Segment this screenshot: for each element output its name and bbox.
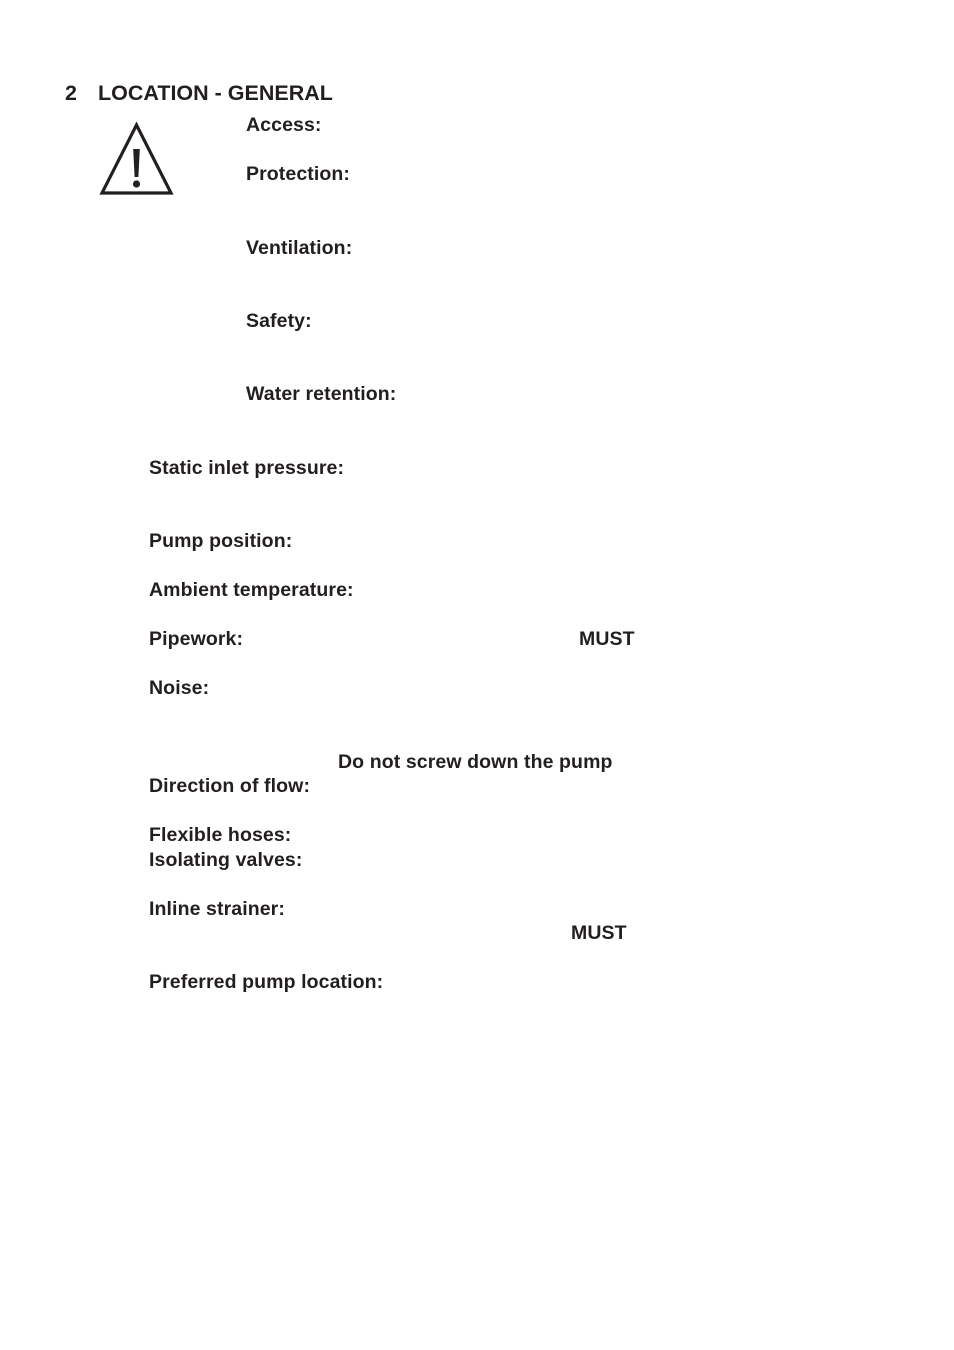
label-noise: Noise: (149, 677, 210, 699)
label-inline-strainer: Inline strainer: (149, 898, 285, 920)
label-preferred-pump-location: Preferred pump location: (149, 971, 384, 993)
pipework-must: MUST (579, 628, 635, 650)
strainer-must: MUST (571, 922, 627, 944)
label-protection: Protection: (246, 163, 351, 185)
label-access: Access: (246, 114, 322, 136)
label-pump-position: Pump position: (149, 530, 293, 552)
section-heading (65, 80, 333, 106)
label-isolating-valves: Isolating valves: (149, 849, 303, 871)
label-ambient-temperature: Ambient temperature: (149, 579, 354, 601)
label-water-retention: Water retention: (246, 383, 397, 405)
section-title: LOCATION - GENERAL (98, 81, 333, 105)
warning-triangle-icon (99, 122, 174, 196)
label-direction-of-flow: Direction of flow: (149, 775, 311, 797)
section-number: 2 (65, 81, 77, 105)
label-static-inlet-pressure: Static inlet pressure: (149, 457, 345, 479)
label-flexible-hoses: Flexible hoses: (149, 824, 292, 846)
label-pipework: Pipework: (149, 628, 244, 650)
label-safety: Safety: (246, 310, 312, 332)
noise-warning-note: Do not screw down the pump (338, 751, 613, 773)
label-ventilation: Ventilation: (246, 237, 353, 259)
